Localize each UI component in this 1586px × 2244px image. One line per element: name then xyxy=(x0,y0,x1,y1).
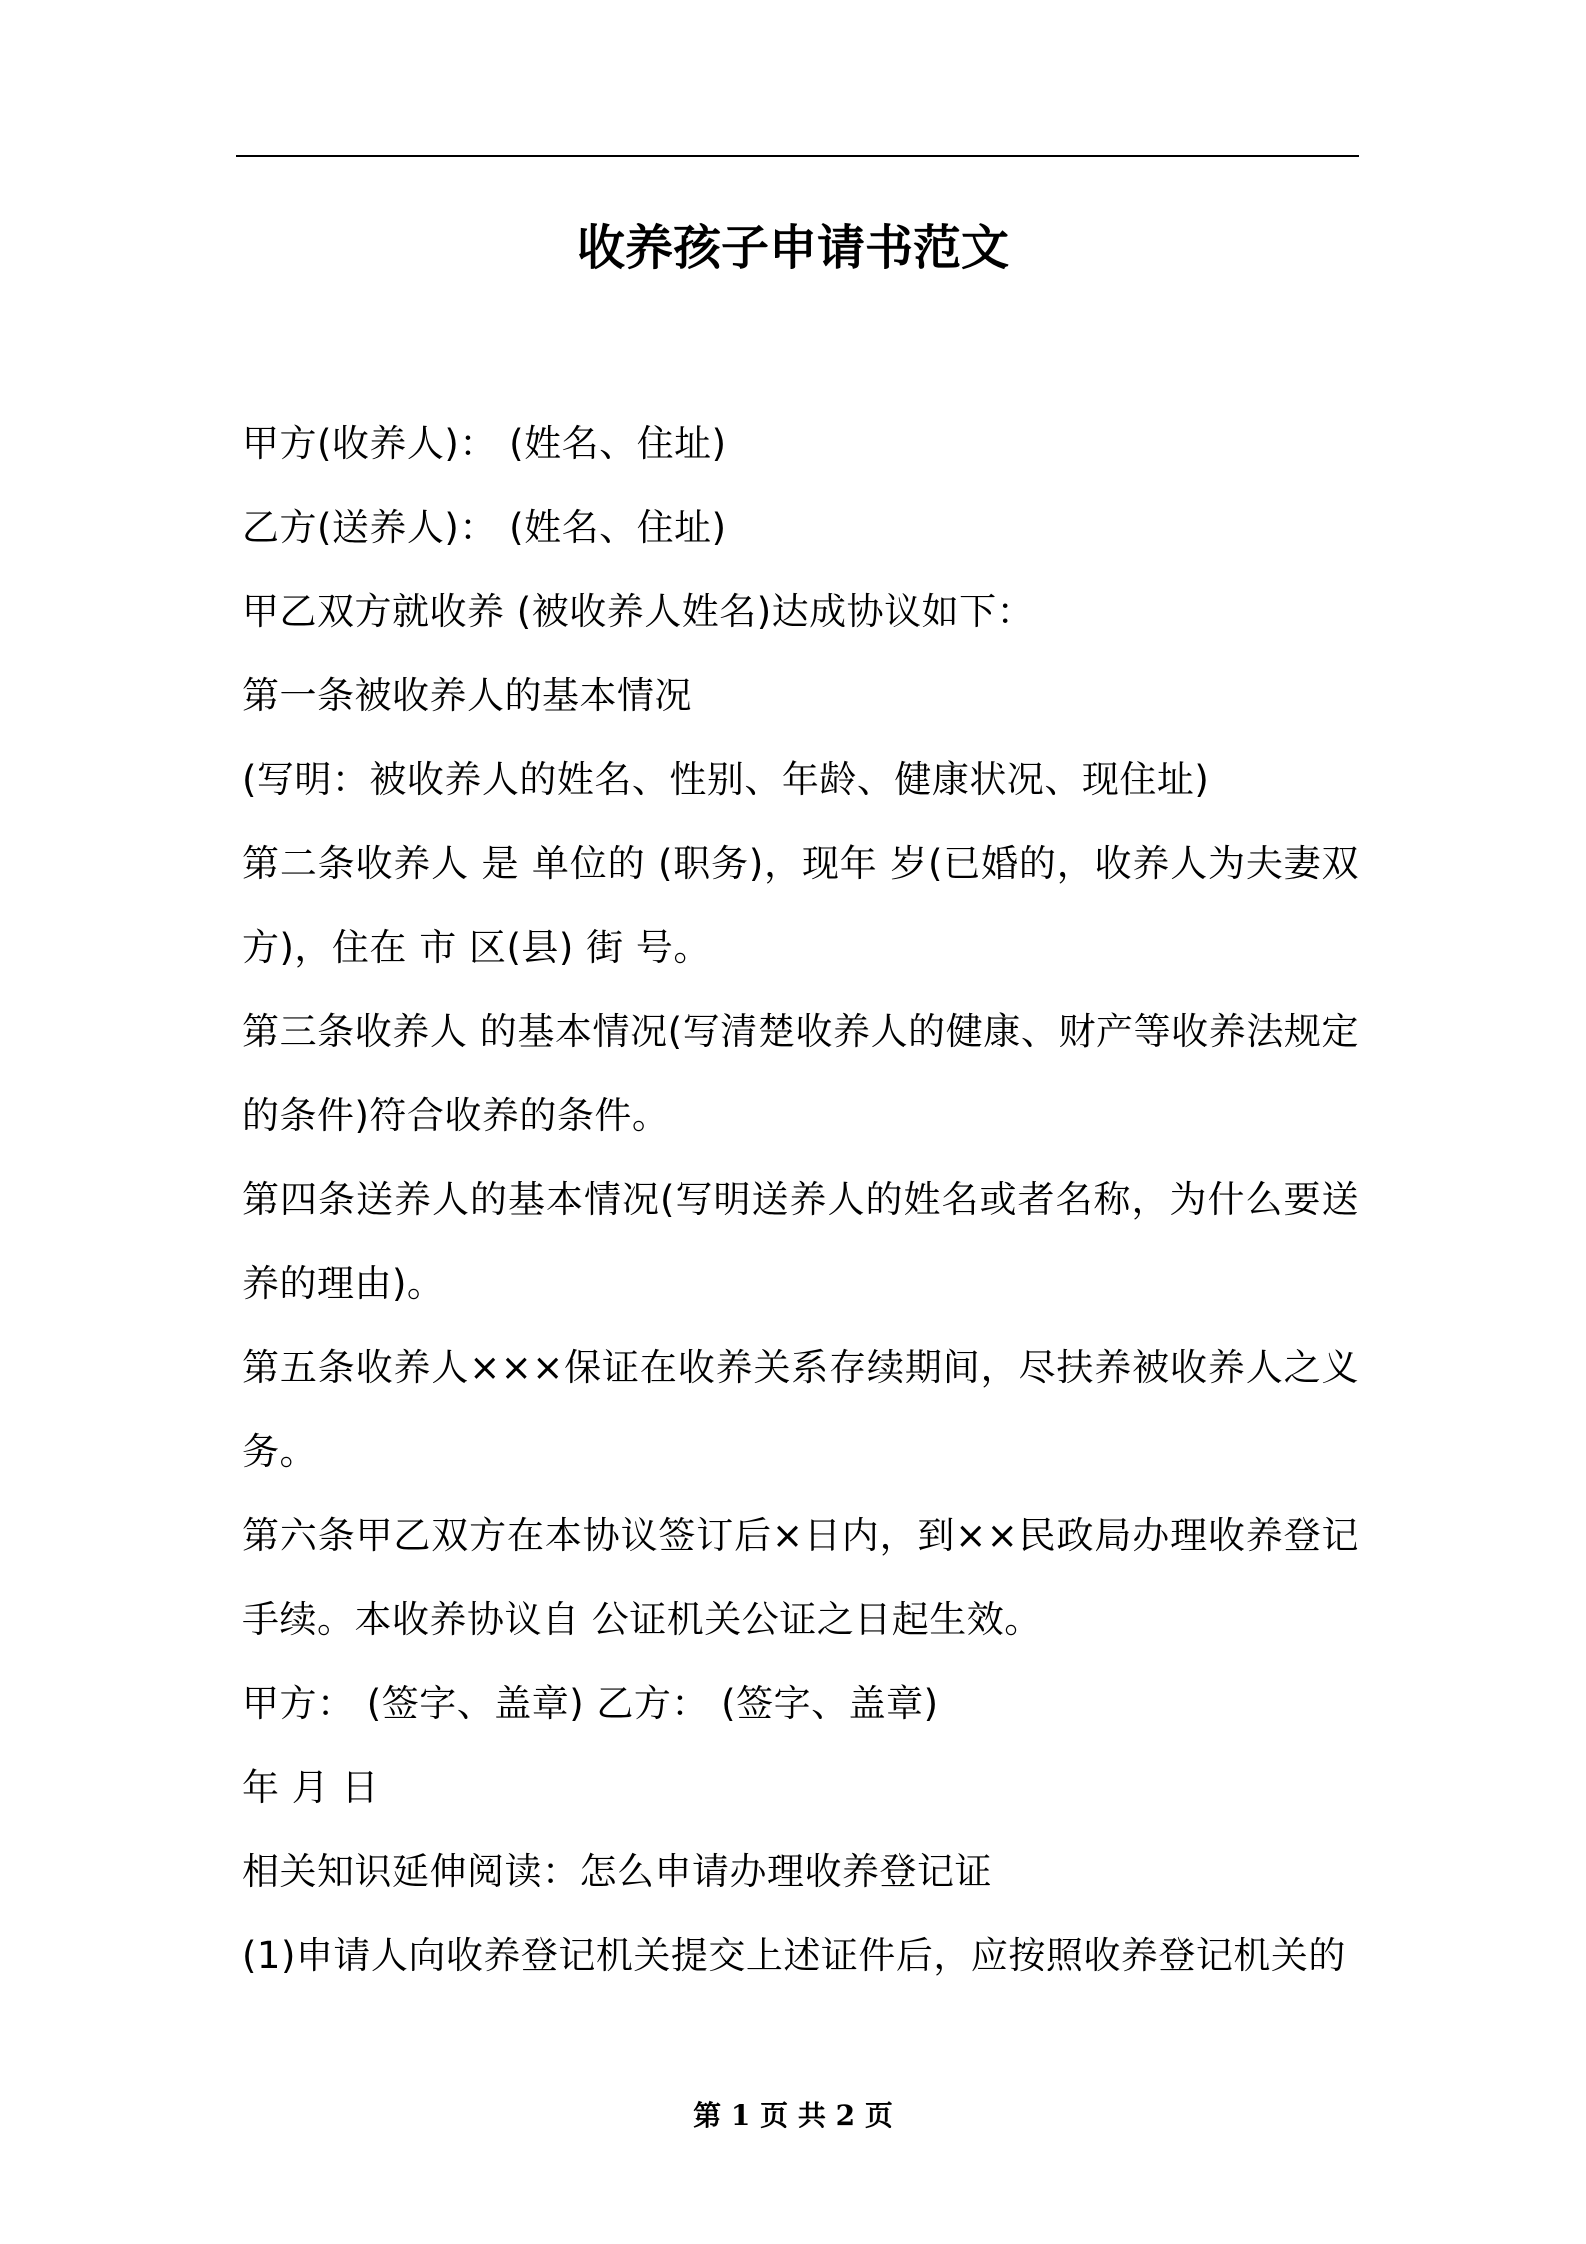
agreement-intro: 甲乙双方就收养 (被收养人姓名)达成协议如下： xyxy=(242,590,1035,633)
related-reading-heading: 相关知识延伸阅读：怎么申请办理收养登记证 xyxy=(242,1850,992,1893)
document-body xyxy=(242,402,1359,1998)
signature-line: 甲方： (签字、盖章) 乙方： (签字、盖章) xyxy=(242,1682,939,1725)
header-divider xyxy=(236,155,1359,157)
related-reading-text: (1)申请人向收养登记机关提交上述证件后，应按照收养登记机关的 xyxy=(242,1934,1346,1977)
article-4: 第四条送养人的基本情况(写明送养人的姓名或者名称，为什么要送养的理由)。 xyxy=(242,1178,1359,1305)
page-footer xyxy=(0,2096,1586,2136)
party-b-line: 乙方(送养人)： (姓名、住址) xyxy=(242,506,727,549)
date-line: 年 月 日 xyxy=(242,1766,380,1809)
page-number: 第 1 页 共 2 页 xyxy=(693,2099,893,2132)
article-1-note: (写明：被收养人的姓名、性别、年龄、健康状况、现住址) xyxy=(242,758,1210,801)
document-title: 收养孩子申请书范文 xyxy=(576,220,1009,276)
article-2: 第二条收养人 是 单位的 (职务)，现年 岁(已婚的，收养人为夫妻双方)，住在 市 区(县) 街 号。 xyxy=(242,842,1359,969)
article-3: 第三条收养人 的基本情况(写清楚收养人的健康、财产等收养法规定的条件)符合收养的条件。 xyxy=(242,1010,1359,1137)
article-5: 第五条收养人×××保证在收养关系存续期间，尽扶养被收养人之义务。 xyxy=(242,1346,1359,1473)
article-6: 第六条甲乙双方在本协议签订后×日内，到××民政局办理收养登记手续。本收养协议自 公证机关公证之日起生效。 xyxy=(242,1514,1359,1641)
article-1-heading: 第一条被收养人的基本情况 xyxy=(242,674,692,717)
party-a-line: 甲方(收养人)： (姓名、住址) xyxy=(242,422,727,465)
